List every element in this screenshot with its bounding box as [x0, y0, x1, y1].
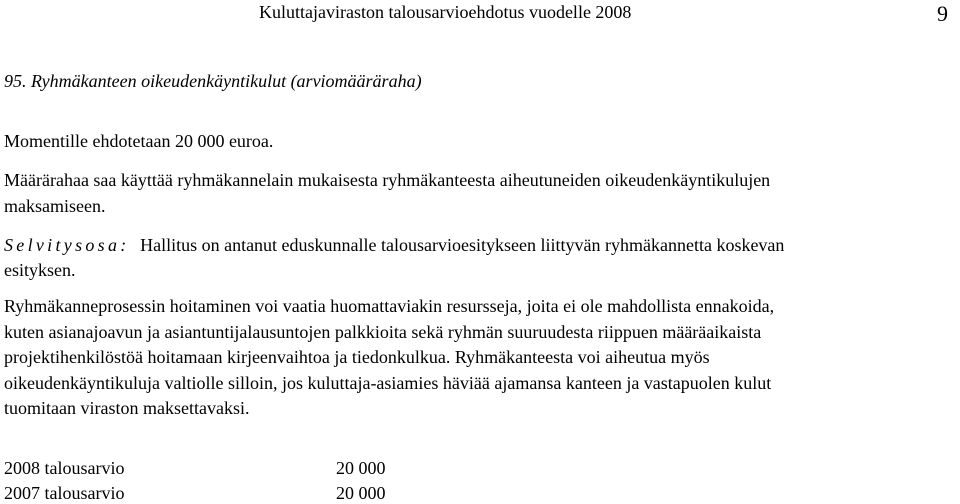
section-number: 95. [4, 71, 27, 91]
paragraph-line: kuten asianajoavun ja asiantuntijalausuntojen palkkioita sekä ryhmän suuruudesta riippuen määräaikaista [4, 322, 762, 342]
budget-amount: 20 000 [336, 483, 386, 503]
paragraph-line: projektihenkilöstöä hoitamaan kirjeenvaihtoa ja tiedonkulkua. Ryhmäkanteesta voi aiheutua myös [4, 347, 710, 367]
paragraph-line: Ryhmäkanneprosessin hoitaminen voi vaatia huomattaviakin resursseja, joita ei ole mahdollista ennakoida, [4, 296, 775, 316]
explanation-label: Selvitysosa: [4, 235, 130, 255]
section-title: Ryhmäkanteen oikeudenkäyntikulut (arviomääräraha) [31, 71, 422, 91]
paragraph-line: oikeudenkäyntikuluja valtiolle silloin, jos kuluttaja-asiamies häviää ajamansa kanteen ja vastapuolen kulut [4, 373, 772, 393]
document-title: Kuluttajaviraston talousarvioehdotus vuodelle 2008 [259, 2, 632, 22]
proposal-text: Momentille ehdotetaan 20 000 euroa. [4, 131, 274, 151]
explanation-line-1 [4, 234, 784, 256]
usage-text-line-2: maksamiseen. [4, 196, 106, 216]
section-heading [4, 70, 422, 92]
budget-amount: 20 000 [336, 458, 386, 478]
explanation-line-2: esityksen. [4, 260, 76, 280]
usage-text-line-1: Määrärahaa saa käyttää ryhmäkannelain mukaisesta ryhmäkanteesta aiheutuneiden oikeudenkäyntikulujen [4, 170, 771, 190]
budget-year-label: 2007 talousarvio [4, 483, 125, 503]
explanation-text: Hallitus on antanut eduskunnalle talousarvioesitykseen liittyvän ryhmäkannetta koskevan [140, 235, 785, 255]
page-number: 9 [937, 1, 948, 26]
budget-year-label: 2008 talousarvio [4, 458, 125, 478]
paragraph-line: tuomitaan viraston maksettavaksi. [4, 398, 250, 418]
